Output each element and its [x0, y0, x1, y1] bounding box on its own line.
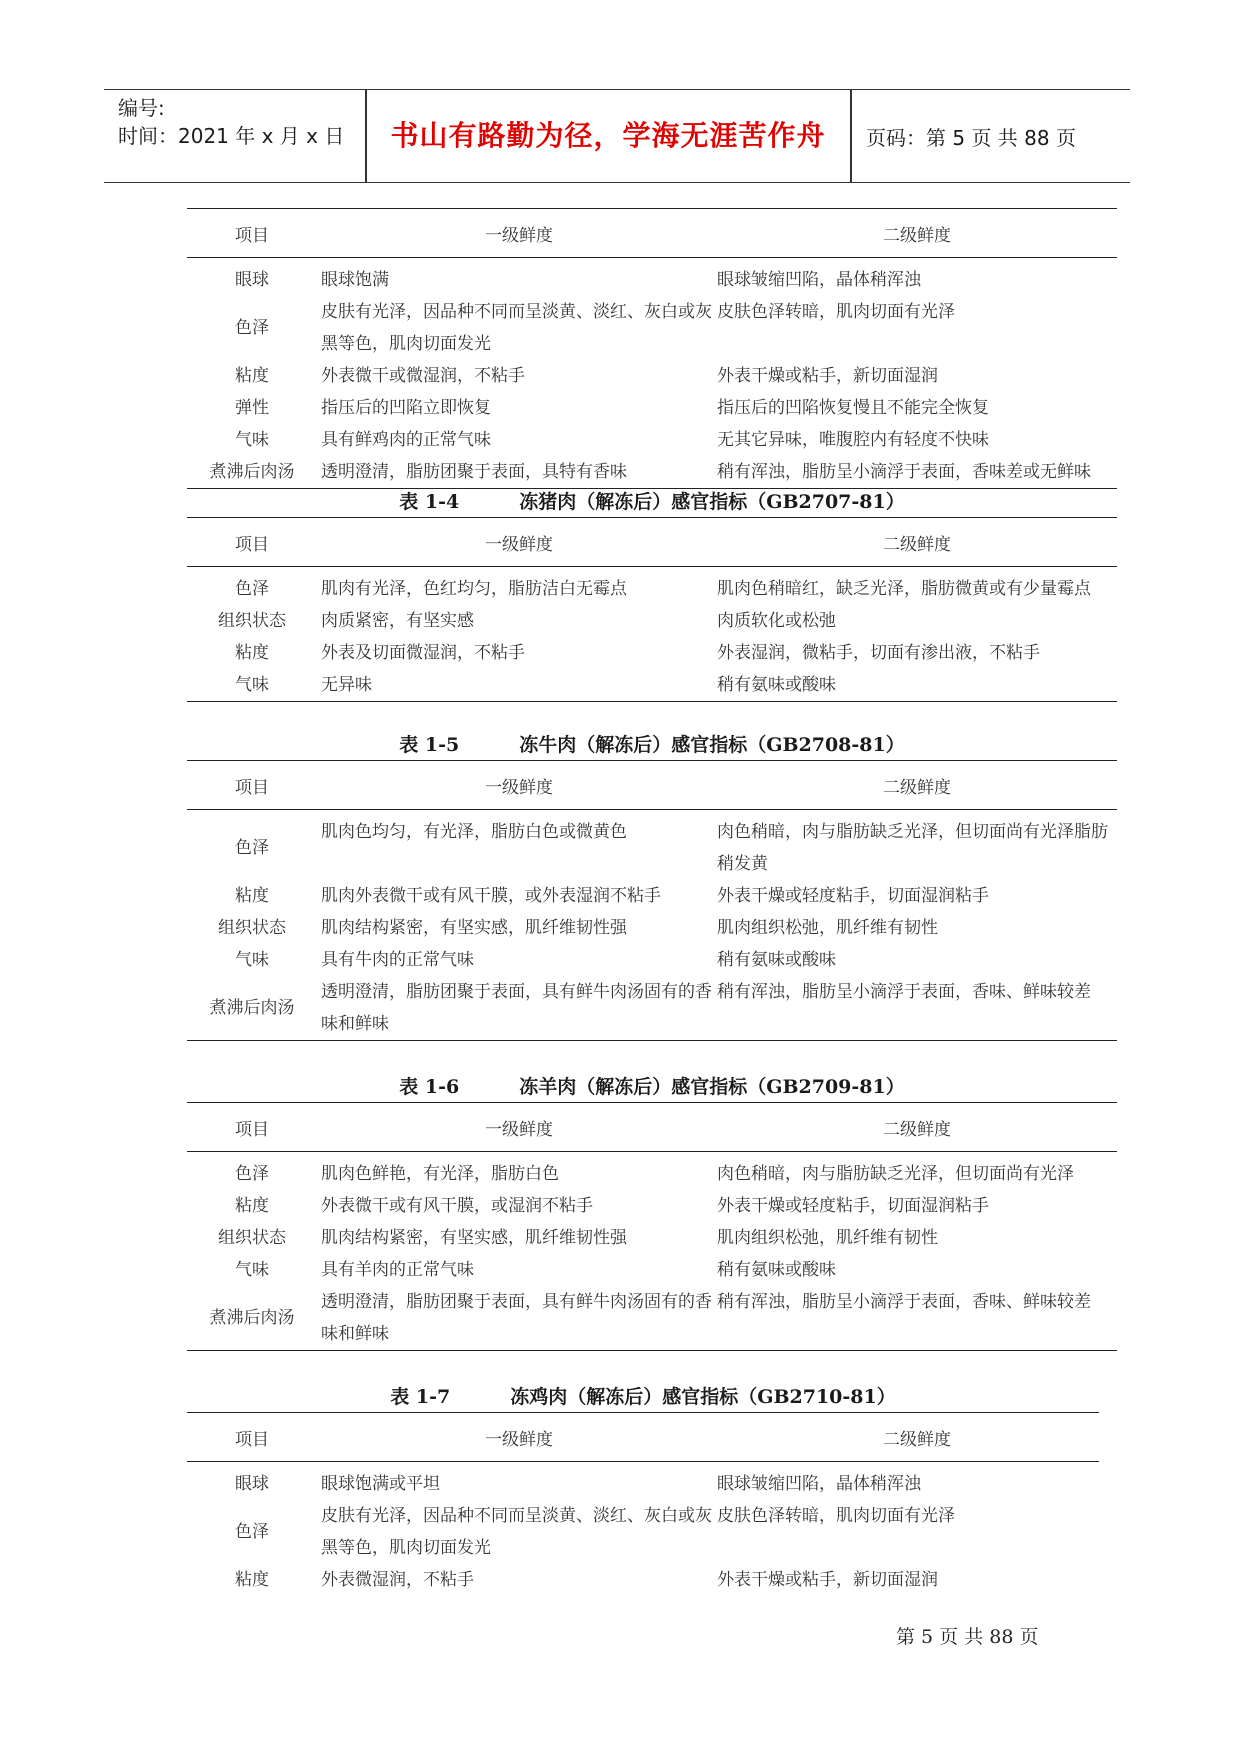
- column-header: 一级鲜度: [485, 1119, 553, 1140]
- column-header: 一级鲜度: [485, 1429, 553, 1450]
- table-row: [187, 1500, 1099, 1564]
- first-grade-cell: 外表微干或有风干膜，或湿润不粘手: [321, 1196, 593, 1216]
- column-header: 项目: [235, 1119, 269, 1140]
- second-grade-cell: 皮肤色泽转暗，肌肉切面有光泽: [717, 1506, 955, 1526]
- row-item-name: 色泽: [235, 1522, 269, 1542]
- table-1-5: [187, 730, 1117, 1041]
- row-item-name: 色泽: [235, 579, 269, 599]
- table-1-7: [187, 1382, 1099, 1596]
- first-grade-cell: 具有羊肉的正常气味: [321, 1260, 474, 1280]
- first-grade-cell: 肌肉色鲜艳，有光泽，脂肪白色: [321, 1164, 559, 1184]
- column-header: 二级鲜度: [883, 1429, 951, 1450]
- table-number: 表 1-7: [390, 1386, 451, 1408]
- table-number: 表 1-6: [399, 1076, 460, 1098]
- first-grade-cell: 无异味: [321, 675, 372, 695]
- table-caption: 冻鸡肉（解冻后）感官指标（GB2710-81）: [510, 1386, 896, 1408]
- second-grade-cell: 稍有浑浊，脂肪呈小滴浮于表面，香味差或无鲜味: [717, 462, 1091, 482]
- row-item-name: 弹性: [235, 398, 269, 418]
- table-row: [187, 637, 1117, 669]
- second-grade-cell: 肌肉组织松弛，肌纤维有韧性: [717, 1228, 938, 1248]
- table-header-row: [187, 209, 1117, 257]
- page-footer: 第 5 页 共 88 页: [896, 1626, 1039, 1648]
- table-header-row: [187, 761, 1117, 809]
- row-item-name: 色泽: [235, 1164, 269, 1184]
- table-row: [187, 912, 1117, 944]
- table-title: [187, 1072, 1117, 1102]
- first-grade-cell: 眼球饱满或平坦: [321, 1474, 440, 1494]
- table-header-row: [187, 518, 1117, 566]
- first-grade-cell: 具有鲜鸡肉的正常气味: [321, 430, 491, 450]
- table-row: [187, 1468, 1099, 1500]
- second-grade-cell: 肉色稍暗，肉与脂肪缺乏光泽，但切面尚有光泽脂肪稍发黄: [717, 822, 1108, 874]
- second-grade-cell: 眼球皱缩凹陷，晶体稍浑浊: [717, 270, 921, 290]
- row-item-name: 气味: [235, 430, 269, 450]
- first-grade-cell: 眼球饱满: [321, 270, 389, 290]
- table-row: [187, 360, 1117, 392]
- row-item-name: 粘度: [235, 1196, 269, 1216]
- first-grade-cell: 皮肤有光泽，因品种不同而呈淡黄、淡红、灰白或灰黑等色，肌肉切面发光: [321, 302, 712, 354]
- first-grade-cell: 指压后的凹陷立即恢复: [321, 398, 491, 418]
- column-header: 项目: [235, 534, 269, 555]
- table-header-row: [187, 1413, 1099, 1461]
- table-title: [187, 487, 1117, 517]
- column-header: 项目: [235, 225, 269, 246]
- row-item-name: 气味: [235, 1260, 269, 1280]
- time-label: 时间：2021 年 x 月 x 日: [118, 124, 345, 148]
- header-meta: [118, 94, 344, 150]
- second-grade-cell: 肉色稍暗，肉与脂肪缺乏光泽，但切面尚有光泽: [717, 1164, 1074, 1184]
- row-item-name: 煮沸后肉汤: [209, 462, 295, 482]
- row-item-name: 组织状态: [218, 611, 286, 631]
- code-label: 编号:: [118, 96, 165, 120]
- table-row: [187, 456, 1117, 488]
- first-grade-cell: 透明澄清，脂肪团聚于表面，具特有香味: [321, 462, 627, 482]
- column-header: 项目: [235, 777, 269, 798]
- table-row: [187, 424, 1117, 456]
- table-row: [187, 1222, 1117, 1254]
- header-page-info: 页码：第 5 页 共 88 页: [866, 126, 1076, 150]
- second-grade-cell: 稍有氨味或酸味: [717, 1260, 836, 1280]
- first-grade-cell: 外表及切面微湿润，不粘手: [321, 643, 525, 663]
- column-header: 二级鲜度: [883, 1119, 951, 1140]
- table-row: [187, 605, 1117, 637]
- column-header: 二级鲜度: [883, 534, 951, 555]
- table-row: [187, 296, 1117, 360]
- second-grade-cell: 肌肉色稍暗红，缺乏光泽，脂肪微黄或有少量霉点: [717, 579, 1091, 599]
- table-number: 表 1-5: [399, 734, 460, 756]
- second-grade-cell: 外表干燥或轻度粘手，切面湿润粘手: [717, 886, 989, 906]
- table-row: [187, 264, 1117, 296]
- first-grade-cell: 肌肉结构紧密，有坚实感，肌纤维韧性强: [321, 1228, 627, 1248]
- column-header: 一级鲜度: [485, 534, 553, 555]
- table-row: [187, 1254, 1117, 1286]
- first-grade-cell: 皮肤有光泽，因品种不同而呈淡黄、淡红、灰白或灰黑等色，肌肉切面发光: [321, 1506, 712, 1558]
- document-header: [104, 89, 1130, 183]
- row-item-name: 粘度: [235, 1570, 269, 1590]
- first-grade-cell: 具有牛肉的正常气味: [321, 950, 474, 970]
- table-fresh-chicken-continued: [187, 208, 1117, 489]
- first-grade-cell: 肉质紧密，有坚实感: [321, 611, 474, 631]
- second-grade-cell: 稍有氨味或酸味: [717, 950, 836, 970]
- row-item-name: 煮沸后肉汤: [209, 1308, 295, 1328]
- column-header: 一级鲜度: [485, 225, 553, 246]
- column-header: 一级鲜度: [485, 777, 553, 798]
- table-row: [187, 1190, 1117, 1222]
- table-caption: 冻牛肉（解冻后）感官指标（GB2708-81）: [519, 734, 905, 756]
- row-item-name: 气味: [235, 675, 269, 695]
- table-caption: 冻猪肉（解冻后）感官指标（GB2707-81）: [519, 491, 905, 513]
- first-grade-cell: 透明澄清，脂肪团聚于表面，具有鲜牛肉汤固有的香味和鲜味: [321, 1292, 712, 1344]
- row-item-name: 粘度: [235, 366, 269, 386]
- table-title: [187, 730, 1117, 760]
- second-grade-cell: 稍有浑浊，脂肪呈小滴浮于表面，香味、鲜味较差: [717, 982, 1091, 1002]
- second-grade-cell: 稍有氨味或酸味: [717, 675, 836, 695]
- second-grade-cell: 外表湿润，微粘手，切面有渗出液，不粘手: [717, 643, 1040, 663]
- first-grade-cell: 肌肉结构紧密，有坚实感，肌纤维韧性强: [321, 918, 627, 938]
- first-grade-cell: 透明澄清，脂肪团聚于表面，具有鲜牛肉汤固有的香味和鲜味: [321, 982, 712, 1034]
- table-row: [187, 573, 1117, 605]
- table-1-4: [187, 487, 1117, 702]
- header-motto: 书山有路勤为径，学海无涯苦作舟: [390, 119, 826, 152]
- table-1-6: [187, 1072, 1117, 1351]
- column-header: 二级鲜度: [883, 777, 951, 798]
- table-row: [187, 1286, 1117, 1350]
- column-header: 二级鲜度: [883, 225, 951, 246]
- row-item-name: 粘度: [235, 643, 269, 663]
- table-row: [187, 816, 1117, 880]
- second-grade-cell: 外表干燥或轻度粘手，切面湿润粘手: [717, 1196, 989, 1216]
- second-grade-cell: 皮肤色泽转暗，肌肉切面有光泽: [717, 302, 955, 322]
- row-item-name: 色泽: [235, 838, 269, 858]
- table-row: [187, 880, 1117, 912]
- table-row: [187, 1564, 1099, 1596]
- row-item-name: 气味: [235, 950, 269, 970]
- second-grade-cell: 外表干燥或粘手，新切面湿润: [717, 1570, 938, 1590]
- column-header: 项目: [235, 1429, 269, 1450]
- table-row: [187, 392, 1117, 424]
- row-item-name: 色泽: [235, 318, 269, 338]
- first-grade-cell: 外表微湿润，不粘手: [321, 1570, 474, 1590]
- row-item-name: 粘度: [235, 886, 269, 906]
- first-grade-cell: 肌肉外表微干或有风干膜，或外表湿润不粘手: [321, 886, 661, 906]
- second-grade-cell: 肌肉组织松弛，肌纤维有韧性: [717, 918, 938, 938]
- first-grade-cell: 肌肉色均匀，有光泽，脂肪白色或微黄色: [321, 822, 627, 842]
- table-title: [187, 1382, 1099, 1412]
- row-item-name: 眼球: [235, 1474, 269, 1494]
- table-row: [187, 944, 1117, 976]
- second-grade-cell: 无其它异味，唯腹腔内有轻度不快味: [717, 430, 989, 450]
- header-divider: [850, 90, 852, 182]
- table-row: [187, 669, 1117, 701]
- second-grade-cell: 外表干燥或粘手，新切面湿润: [717, 366, 938, 386]
- table-row: [187, 976, 1117, 1040]
- row-item-name: 眼球: [235, 270, 269, 290]
- second-grade-cell: 眼球皱缩凹陷，晶体稍浑浊: [717, 1474, 921, 1494]
- table-caption: 冻羊肉（解冻后）感官指标（GB2709-81）: [519, 1076, 905, 1098]
- table-number: 表 1-4: [399, 491, 460, 513]
- table-header-row: [187, 1103, 1117, 1151]
- row-item-name: 组织状态: [218, 918, 286, 938]
- first-grade-cell: 外表微干或微湿润，不粘手: [321, 366, 525, 386]
- first-grade-cell: 肌肉有光泽，色红均匀，脂肪洁白无霉点: [321, 579, 627, 599]
- row-item-name: 煮沸后肉汤: [209, 998, 295, 1018]
- second-grade-cell: 稍有浑浊，脂肪呈小滴浮于表面，香味、鲜味较差: [717, 1292, 1091, 1312]
- second-grade-cell: 肉质软化或松弛: [717, 611, 836, 631]
- table-row: [187, 1158, 1117, 1190]
- second-grade-cell: 指压后的凹陷恢复慢且不能完全恢复: [717, 398, 989, 418]
- row-item-name: 组织状态: [218, 1228, 286, 1248]
